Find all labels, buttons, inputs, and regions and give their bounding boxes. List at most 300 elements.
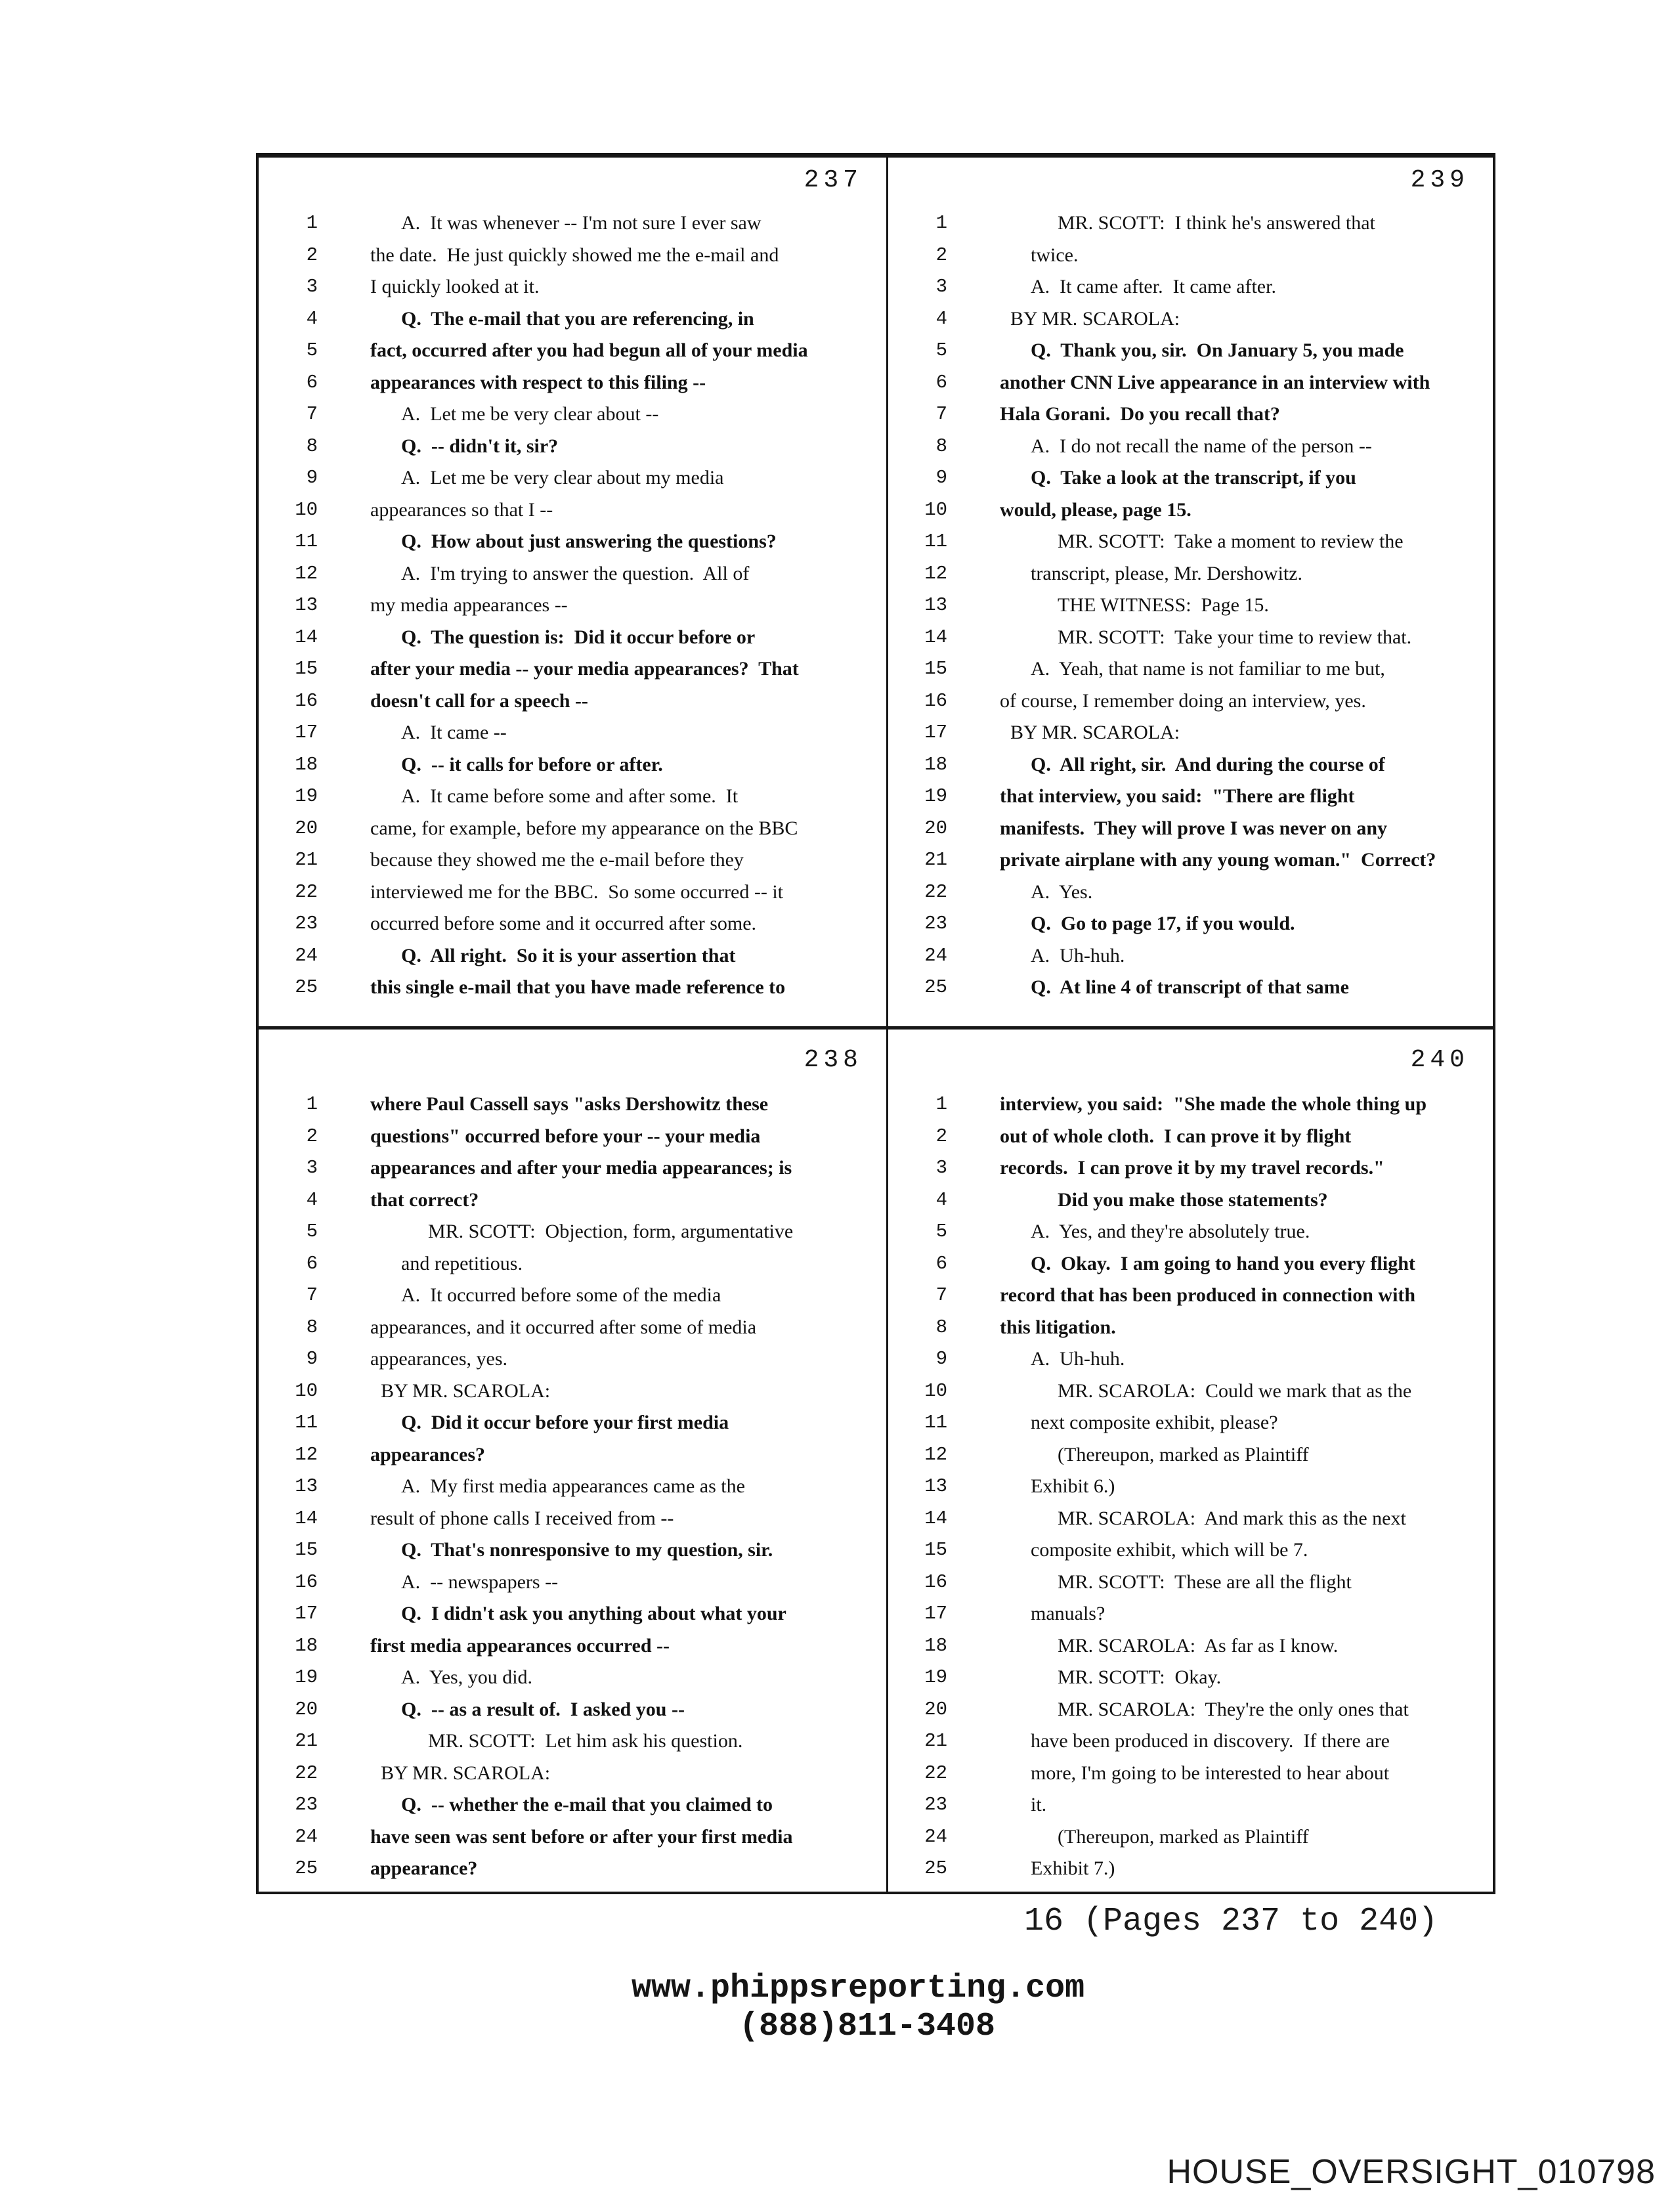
line-text: appearances, and it occurred after some of media (370, 1316, 757, 1338)
transcript-line (259, 1184, 886, 1217)
transcript-line (259, 781, 886, 813)
line-text: MR. SCOTT: I think he's answered that (1058, 212, 1375, 234)
page-number: 240 (1410, 1046, 1469, 1074)
line-text: MR. SCOTT: Take your time to review that. (1058, 626, 1412, 648)
line-text: where Paul Cassell says "asks Dershowitz these (370, 1093, 769, 1115)
transcript-line (888, 1598, 1493, 1630)
transcript-page-239 (888, 158, 1493, 1030)
line-text: Q. At line 4 of transcript of that same (1031, 976, 1349, 998)
line-number: 6 (935, 1252, 947, 1274)
transcript-line (888, 781, 1493, 813)
transcript-line (259, 972, 886, 1004)
line-number: 7 (306, 403, 318, 425)
line-number: 7 (935, 1284, 947, 1306)
line-text: Q. The e-mail that you are referencing, in (401, 307, 754, 330)
line-number: 16 (295, 1571, 318, 1593)
line-number: 18 (924, 1634, 947, 1657)
transcript-line (888, 1248, 1493, 1280)
transcript-line (259, 431, 886, 463)
transcript-line (888, 335, 1493, 367)
transcript-line (888, 1471, 1493, 1503)
line-number: 21 (924, 849, 947, 871)
transcript-line (259, 1248, 886, 1280)
line-number: 5 (935, 339, 947, 361)
line-text: questions" occurred before your -- your media (370, 1125, 761, 1147)
line-number: 11 (924, 1412, 947, 1433)
transcript-line (888, 1853, 1493, 1885)
line-number: 21 (924, 1730, 947, 1752)
line-number: 20 (295, 817, 318, 839)
line-text: A. Yeah, that name is not familiar to me but, (1031, 658, 1385, 680)
line-text: Exhibit 7.) (1031, 1857, 1115, 1879)
line-number: 22 (295, 880, 318, 903)
transcript-line (888, 462, 1493, 494)
line-number: 6 (935, 371, 947, 393)
line-number: 15 (924, 658, 947, 680)
line-text: A. It came after. It came after. (1031, 276, 1276, 297)
transcript-line (888, 590, 1493, 622)
line-number: 23 (295, 913, 318, 934)
transcript-line (888, 1821, 1493, 1854)
line-number: 1 (935, 1093, 947, 1115)
transcript-grid (256, 153, 1495, 1894)
line-number: 17 (295, 1603, 318, 1624)
transcript-line (259, 1853, 886, 1885)
line-text: first media appearances occurred -- (370, 1634, 670, 1657)
transcript-line (259, 749, 886, 781)
transcript-line (259, 813, 886, 845)
line-number: 13 (295, 1475, 318, 1497)
transcript-line (259, 1376, 886, 1408)
line-number: 22 (924, 880, 947, 903)
line-text: A. Yes. (1031, 880, 1093, 903)
line-text: Exhibit 6.) (1031, 1475, 1115, 1497)
transcript-line (888, 494, 1493, 527)
line-number: 5 (306, 1221, 318, 1242)
line-text: that correct? (370, 1188, 479, 1211)
transcript-line (888, 972, 1493, 1004)
line-number: 12 (295, 562, 318, 584)
line-number: 20 (295, 1698, 318, 1720)
line-number: 3 (306, 276, 318, 297)
transcript-line (888, 1567, 1493, 1599)
line-number: 8 (306, 435, 318, 457)
transcript-line (888, 1089, 1493, 1121)
line-text: manuals? (1031, 1603, 1105, 1624)
line-number: 3 (935, 1157, 947, 1179)
line-text: MR. SCOTT: Okay. (1058, 1666, 1222, 1688)
line-number: 4 (306, 307, 318, 330)
line-number: 21 (295, 849, 318, 871)
transcript-line (888, 717, 1493, 749)
line-number: 2 (935, 1125, 947, 1147)
transcript-line (888, 1789, 1493, 1821)
transcript-line (259, 1758, 886, 1790)
transcript-line (259, 685, 886, 718)
line-text: A. I'm trying to answer the question. All of (401, 562, 750, 584)
line-text: appearances? (370, 1443, 485, 1465)
transcript-line (259, 1312, 886, 1344)
line-text: records. I can prove it by my travel records." (1000, 1157, 1384, 1179)
line-number: 4 (306, 1188, 318, 1211)
line-number: 16 (924, 1571, 947, 1593)
transcript-line (888, 1534, 1493, 1567)
line-number: 5 (935, 1221, 947, 1242)
transcript-line (888, 1343, 1493, 1376)
line-number: 9 (306, 1348, 318, 1370)
transcript-lines (888, 1089, 1493, 1885)
transcript-line (888, 1376, 1493, 1408)
line-text: came, for example, before my appearance on the BBC (370, 817, 798, 839)
line-number: 17 (295, 722, 318, 743)
line-text: BY MR. SCAROLA: (381, 1379, 551, 1402)
line-text: interviewed me for the BBC. So some occurred -- it (370, 880, 784, 903)
line-text: have been produced in discovery. If there are (1031, 1730, 1390, 1752)
line-text: Hala Gorani. Do you recall that? (1000, 403, 1280, 425)
line-text: Q. Go to page 17, if you would. (1031, 913, 1295, 934)
line-text: after your media -- your media appearances? That (370, 658, 799, 680)
transcript-line (259, 1503, 886, 1535)
line-text: A. It was whenever -- I'm not sure I ever saw (401, 212, 762, 234)
line-number: 2 (935, 244, 947, 266)
line-number: 10 (295, 498, 318, 521)
transcript-line (259, 1534, 886, 1567)
line-text: MR. SCAROLA: And mark this as the next (1058, 1507, 1406, 1529)
transcript-line (259, 1152, 886, 1184)
line-number: 16 (295, 689, 318, 712)
line-text: would, please, page 15. (1000, 498, 1191, 521)
line-text: the date. He just quickly showed me the e-mail and (370, 244, 779, 266)
line-text: result of phone calls I received from -- (370, 1507, 674, 1529)
line-number: 19 (295, 1666, 318, 1688)
line-number: 12 (924, 562, 947, 584)
page-number: 238 (804, 1046, 863, 1074)
line-text: Q. -- it calls for before or after. (401, 753, 663, 775)
transcript-line (259, 653, 886, 685)
line-number: 25 (924, 976, 947, 998)
line-text: A. Let me be very clear about -- (401, 403, 659, 425)
transcript-line (888, 1280, 1493, 1312)
line-number: 18 (295, 1634, 318, 1657)
line-number: 7 (306, 1284, 318, 1306)
line-number: 10 (295, 1379, 318, 1402)
transcript-line (888, 685, 1493, 718)
line-text: Did you make those statements? (1058, 1188, 1328, 1211)
transcript-line (888, 622, 1493, 654)
line-text: fact, occurred after you had begun all of your media (370, 339, 808, 361)
line-number: 1 (935, 212, 947, 234)
transcript-line (259, 1694, 886, 1726)
transcript-line (259, 908, 886, 940)
line-number: 15 (924, 1539, 947, 1561)
line-number: 6 (306, 371, 318, 393)
line-text: appearances with respect to this filing -- (370, 371, 706, 393)
page-number: 237 (804, 166, 863, 194)
transcript-line (888, 1184, 1493, 1217)
transcript-line (259, 303, 886, 336)
line-text: another CNN Live appearance in an interview with (1000, 371, 1430, 393)
line-text: Q. -- as a result of. I asked you -- (401, 1698, 685, 1720)
line-number: 1 (306, 1093, 318, 1115)
line-number: 24 (924, 944, 947, 966)
line-number: 24 (295, 944, 318, 966)
line-text: that interview, you said: "There are flight (1000, 785, 1355, 807)
line-text: Q. Take a look at the transcript, if you (1031, 467, 1356, 488)
transcript-line (888, 844, 1493, 877)
line-text: this litigation. (1000, 1316, 1116, 1338)
transcript-line (259, 1280, 886, 1312)
line-number: 5 (306, 339, 318, 361)
line-number: 23 (295, 1794, 318, 1815)
transcript-lines (259, 207, 886, 1004)
line-number: 14 (295, 626, 318, 648)
transcript-line (888, 271, 1493, 303)
line-text: because they showed me the e-mail before they (370, 849, 744, 871)
line-text: appearances, yes. (370, 1348, 508, 1370)
line-number: 22 (924, 1762, 947, 1784)
transcript-line (259, 1471, 886, 1503)
bates-number: HOUSE_OVERSIGHT_010798 (1167, 2153, 1656, 2191)
line-text: BY MR. SCAROLA: (1010, 307, 1180, 330)
line-text: private airplane with any young woman." Correct? (1000, 849, 1436, 871)
line-number: 14 (924, 1507, 947, 1529)
line-text: MR. SCOTT: Objection, form, argumentative (428, 1221, 794, 1242)
line-text: Q. -- whether the e-mail that you claimed to (401, 1794, 773, 1815)
line-text: occurred before some and it occurred after some. (370, 913, 757, 934)
line-text: A. Uh-huh. (1031, 944, 1125, 966)
line-number: 19 (924, 785, 947, 807)
line-number: 20 (924, 817, 947, 839)
line-text: (Thereupon, marked as Plaintiff (1058, 1443, 1309, 1465)
line-number: 14 (295, 1507, 318, 1529)
line-number: 21 (295, 1730, 318, 1752)
line-text: record that has been produced in connection with (1000, 1284, 1416, 1306)
transcript-line (259, 494, 886, 527)
line-number: 23 (924, 913, 947, 934)
line-number: 25 (295, 1857, 318, 1879)
line-text: manifests. They will prove I was never on any (1000, 817, 1388, 839)
transcript-line (888, 367, 1493, 399)
line-text: Q. The question is: Did it occur before or (401, 626, 756, 648)
line-text: have seen was sent before or after your first media (370, 1825, 793, 1848)
line-number: 2 (306, 1125, 318, 1147)
transcript-line (259, 1089, 886, 1121)
transcript-line (259, 1630, 886, 1662)
line-text: Q. Okay. I am going to hand you every flight (1031, 1252, 1415, 1274)
line-text: A. My first media appearances came as the (401, 1475, 745, 1497)
transcript-page-240 (888, 1030, 1493, 1892)
line-text: A. It came -- (401, 722, 507, 743)
line-number: 25 (924, 1857, 947, 1879)
transcript-line (888, 1630, 1493, 1662)
line-number: 1 (306, 212, 318, 234)
line-text: appearance? (370, 1857, 478, 1879)
line-text: (Thereupon, marked as Plaintiff (1058, 1825, 1309, 1848)
line-text: and repetitious. (401, 1252, 523, 1274)
line-text: MR. SCAROLA: As far as I know. (1058, 1634, 1339, 1657)
line-number: 15 (295, 1539, 318, 1561)
transcript-lines (259, 1089, 886, 1885)
line-number: 3 (935, 276, 947, 297)
transcript-page-237 (259, 158, 888, 1030)
transcript-line (888, 1725, 1493, 1758)
line-text: this single e-mail that you have made reference to (370, 976, 786, 998)
transcript-line (888, 1662, 1493, 1694)
transcript-line (259, 399, 886, 431)
transcript-line (259, 1821, 886, 1854)
transcript-line (259, 558, 886, 590)
transcript-line (888, 1312, 1493, 1344)
line-text: composite exhibit, which will be 7. (1031, 1539, 1308, 1561)
transcript-line (888, 399, 1493, 431)
line-number: 17 (924, 722, 947, 743)
line-number: 11 (924, 531, 947, 552)
transcript-line (259, 1598, 886, 1630)
line-number: 23 (924, 1794, 947, 1815)
transcript-line (888, 653, 1493, 685)
transcript-line (259, 1567, 886, 1599)
line-number: 6 (306, 1252, 318, 1274)
line-text: MR. SCOTT: Let him ask his question. (428, 1730, 743, 1752)
line-number: 10 (924, 498, 947, 521)
line-text: Q. That's nonresponsive to my question, sir. (401, 1539, 773, 1561)
line-number: 4 (935, 307, 947, 330)
line-number: 20 (924, 1698, 947, 1720)
line-text: A. Yes, and they're absolutely true. (1031, 1221, 1310, 1242)
line-text: appearances and after your media appearances; is (370, 1157, 792, 1179)
transcript-line (259, 271, 886, 303)
line-number: 4 (935, 1188, 947, 1211)
line-text: doesn't call for a speech -- (370, 689, 588, 712)
transcript-line (888, 813, 1493, 845)
line-text: I quickly looked at it. (370, 276, 540, 297)
transcript-line (259, 1216, 886, 1248)
transcript-line (259, 1662, 886, 1694)
line-number: 13 (924, 1475, 947, 1497)
line-number: 17 (924, 1603, 947, 1624)
line-text: more, I'm going to be interested to hear about (1031, 1762, 1390, 1784)
transcript-line (259, 940, 886, 972)
transcript-line (888, 303, 1493, 336)
line-text: A. Let me be very clear about my media (401, 467, 724, 488)
line-text: of course, I remember doing an interview, yes. (1000, 689, 1366, 712)
line-text: BY MR. SCAROLA: (381, 1762, 551, 1784)
line-text: twice. (1031, 244, 1079, 266)
transcript-line (259, 462, 886, 494)
line-number: 11 (295, 1412, 318, 1433)
line-number: 3 (306, 1157, 318, 1179)
transcript-lines (888, 207, 1493, 1004)
transcript-line (259, 717, 886, 749)
transcript-line (259, 1439, 886, 1471)
transcript-line (259, 1789, 886, 1821)
transcript-page-238 (259, 1030, 888, 1892)
line-text: interview, you said: "She made the whole thing up (1000, 1093, 1427, 1115)
transcript-line (888, 1407, 1493, 1439)
transcript-line (888, 877, 1493, 909)
line-text: next composite exhibit, please? (1031, 1412, 1278, 1433)
line-text: Q. How about just answering the questions? (401, 531, 777, 552)
line-number: 8 (935, 435, 947, 457)
line-text: A. It came before some and after some. It (401, 785, 739, 807)
transcript-line (259, 335, 886, 367)
line-text: A. Uh-huh. (1031, 1348, 1125, 1370)
line-number: 2 (306, 244, 318, 266)
reporting-website: www.phippsreporting.com (632, 1970, 1085, 2007)
line-text: MR. SCAROLA: Could we mark that as the (1058, 1379, 1412, 1402)
line-text: transcript, please, Mr. Dershowitz. (1031, 562, 1303, 584)
line-text: THE WITNESS: Page 15. (1058, 594, 1269, 616)
transcript-line (888, 1216, 1493, 1248)
line-number: 19 (924, 1666, 947, 1688)
line-number: 7 (935, 403, 947, 425)
transcript-line (259, 877, 886, 909)
line-text: my media appearances -- (370, 594, 568, 616)
transcript-line (259, 622, 886, 654)
line-number: 22 (295, 1762, 318, 1784)
line-number: 16 (924, 689, 947, 712)
line-number: 13 (295, 594, 318, 616)
line-text: Q. Did it occur before your first media (401, 1412, 729, 1433)
transcript-line (888, 240, 1493, 272)
line-number: 24 (924, 1825, 947, 1848)
transcript-line (888, 526, 1493, 558)
line-number: 9 (306, 467, 318, 488)
line-number: 12 (295, 1443, 318, 1465)
line-number: 10 (924, 1379, 947, 1402)
line-text: A. -- newspapers -- (401, 1571, 559, 1593)
reporting-phone: (888)811-3408 (739, 2008, 996, 2045)
line-number: 15 (295, 658, 318, 680)
line-text: Q. All right, sir. And during the course of (1031, 753, 1385, 775)
line-number: 14 (924, 626, 947, 648)
line-number: 9 (935, 1348, 947, 1370)
transcript-line (888, 1503, 1493, 1535)
line-number: 8 (935, 1316, 947, 1338)
transcript-line (259, 1725, 886, 1758)
line-number: 13 (924, 594, 947, 616)
line-number: 24 (295, 1825, 318, 1848)
line-number: 25 (295, 976, 318, 998)
transcript-line (259, 1407, 886, 1439)
line-text: MR. SCOTT: These are all the flight (1058, 1571, 1352, 1593)
line-number: 8 (306, 1316, 318, 1338)
transcript-line (888, 558, 1493, 590)
page-number: 239 (1410, 166, 1469, 194)
line-number: 19 (295, 785, 318, 807)
line-number: 11 (295, 531, 318, 552)
line-number: 18 (295, 753, 318, 775)
line-text: it. (1031, 1794, 1047, 1815)
line-number: 12 (924, 1443, 947, 1465)
transcript-line (259, 590, 886, 622)
line-text: A. Yes, you did. (401, 1666, 533, 1688)
line-text: Q. -- didn't it, sir? (401, 435, 559, 457)
line-text: Q. All right. So it is your assertion that (401, 944, 736, 966)
transcript-line (888, 940, 1493, 972)
transcript-line (888, 431, 1493, 463)
line-text: MR. SCOTT: Take a moment to review the (1058, 531, 1404, 552)
transcript-line (888, 1758, 1493, 1790)
transcript-line (888, 1439, 1493, 1471)
transcript-line (888, 1121, 1493, 1153)
transcript-line (259, 240, 886, 272)
transcript-line (259, 844, 886, 877)
transcript-line (259, 207, 886, 240)
line-text: A. I do not recall the name of the person -- (1031, 435, 1372, 457)
line-text: A. It occurred before some of the media (401, 1284, 721, 1306)
line-text: appearances so that I -- (370, 498, 553, 521)
